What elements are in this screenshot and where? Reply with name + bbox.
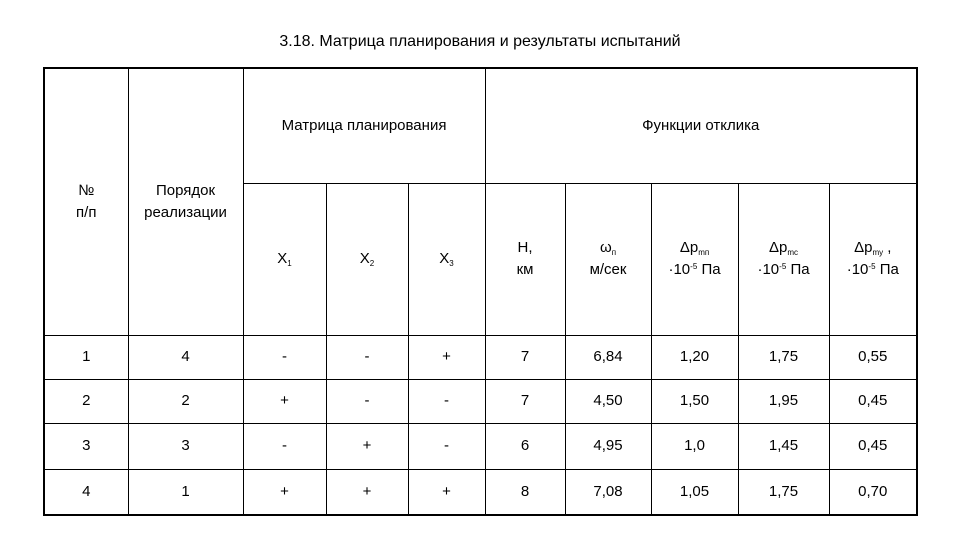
planning-matrix-table <box>43 67 918 516</box>
cell-omega: 4,50 <box>565 379 651 423</box>
cell-order: 2 <box>128 379 243 423</box>
header-order <box>128 68 243 335</box>
cell-h: 8 <box>485 469 565 515</box>
dp1-symbol: Δp <box>679 239 699 257</box>
cell-x3: + <box>408 469 485 515</box>
cell-order: 1 <box>128 469 243 515</box>
cell-dp-mc: 1,95 <box>738 379 829 423</box>
header-order-line1: Порядок <box>155 182 216 199</box>
header-dp-mp <box>651 183 738 335</box>
omega-subscript: п <box>611 248 617 258</box>
table-row <box>44 335 917 379</box>
dp3-exponent: -5 <box>868 262 876 271</box>
cell-dp-mp: 1,05 <box>651 469 738 515</box>
omega-symbol: ω <box>600 239 612 257</box>
cell-omega: 6,84 <box>565 335 651 379</box>
header-response-group: Функции отклика <box>485 68 917 183</box>
cell-h: 7 <box>485 335 565 379</box>
cell-h: 6 <box>485 423 565 469</box>
header-x2 <box>326 183 408 335</box>
dp1-multiplier: ·10 <box>668 261 691 278</box>
header-row-top <box>44 68 917 183</box>
h-unit: км <box>516 261 534 278</box>
cell-dp-mc: 1,75 <box>738 469 829 515</box>
cell-number: 2 <box>44 379 128 423</box>
cell-omega: 4,95 <box>565 423 651 469</box>
dp2-subscript: mc <box>787 248 799 258</box>
header-x1 <box>243 183 326 335</box>
header-x3 <box>408 183 485 335</box>
cell-order: 3 <box>128 423 243 469</box>
header-omega <box>565 183 651 335</box>
cell-dp-mu: 0,55 <box>829 335 917 379</box>
header-matrix-group: Матрица планирования <box>243 68 485 183</box>
header-h <box>485 183 565 335</box>
dp3-multiplier: ·10 <box>846 261 869 278</box>
h-label: H, <box>517 239 533 257</box>
cell-h: 7 <box>485 379 565 423</box>
page-title: 3.18. Матрица планирования и результаты испытаний <box>279 33 681 50</box>
x2-subscript: 2 <box>369 259 375 269</box>
cell-dp-mp: 1,20 <box>651 335 738 379</box>
cell-x2: + <box>326 469 408 515</box>
x2-label: X <box>359 250 370 268</box>
cell-x2: - <box>326 335 408 379</box>
cell-order: 4 <box>128 335 243 379</box>
cell-number: 1 <box>44 335 128 379</box>
header-row-number <box>44 68 128 335</box>
cell-dp-mu: 0,45 <box>829 379 917 423</box>
header-dp-mc <box>738 183 829 335</box>
cell-dp-mu: 0,45 <box>829 423 917 469</box>
dp2-exponent: -5 <box>779 262 787 271</box>
x3-label: X <box>439 250 450 268</box>
cell-x3: - <box>408 379 485 423</box>
dp2-multiplier: ·10 <box>757 261 780 278</box>
dp3-symbol: Δp <box>854 239 873 257</box>
cell-x2: - <box>326 379 408 423</box>
x3-subscript: 3 <box>449 259 454 269</box>
cell-dp-mp: 1,50 <box>651 379 738 423</box>
cell-dp-mc: 1,45 <box>738 423 829 469</box>
cell-omega: 7,08 <box>565 469 651 515</box>
header-order-line2: реализации <box>144 203 227 221</box>
dp1-subscript: mп <box>698 248 710 258</box>
cell-dp-mc: 1,75 <box>738 335 829 379</box>
x1-subscript: 1 <box>287 259 292 269</box>
header-dp-mu <box>829 183 917 335</box>
cell-number: 4 <box>44 469 128 515</box>
cell-x1: - <box>243 423 326 469</box>
cell-x3: + <box>408 335 485 379</box>
dp2-unit: Па <box>786 261 810 278</box>
header-number-abbr: п/п <box>76 203 97 221</box>
dp1-exponent: -5 <box>690 262 698 271</box>
cell-x3: - <box>408 423 485 469</box>
table-row <box>44 469 917 515</box>
table-row <box>44 423 917 469</box>
cell-dp-mu: 0,70 <box>829 469 917 515</box>
dp3-subscript: mу <box>872 248 884 258</box>
omega-unit: м/сек <box>589 261 627 278</box>
dp3-unit: Па <box>875 261 899 278</box>
dp2-symbol: Δp <box>769 239 788 257</box>
cell-x1: - <box>243 335 326 379</box>
dp1-unit: Па <box>697 261 721 278</box>
x1-label: X <box>277 250 288 268</box>
table-row <box>44 379 917 423</box>
cell-x1: + <box>243 379 326 423</box>
cell-number: 3 <box>44 423 128 469</box>
cell-x1: + <box>243 469 326 515</box>
cell-dp-mp: 1,0 <box>651 423 738 469</box>
cell-x2: + <box>326 423 408 469</box>
dp3-comma: , <box>883 239 892 257</box>
header-number-sign: № <box>78 182 95 199</box>
